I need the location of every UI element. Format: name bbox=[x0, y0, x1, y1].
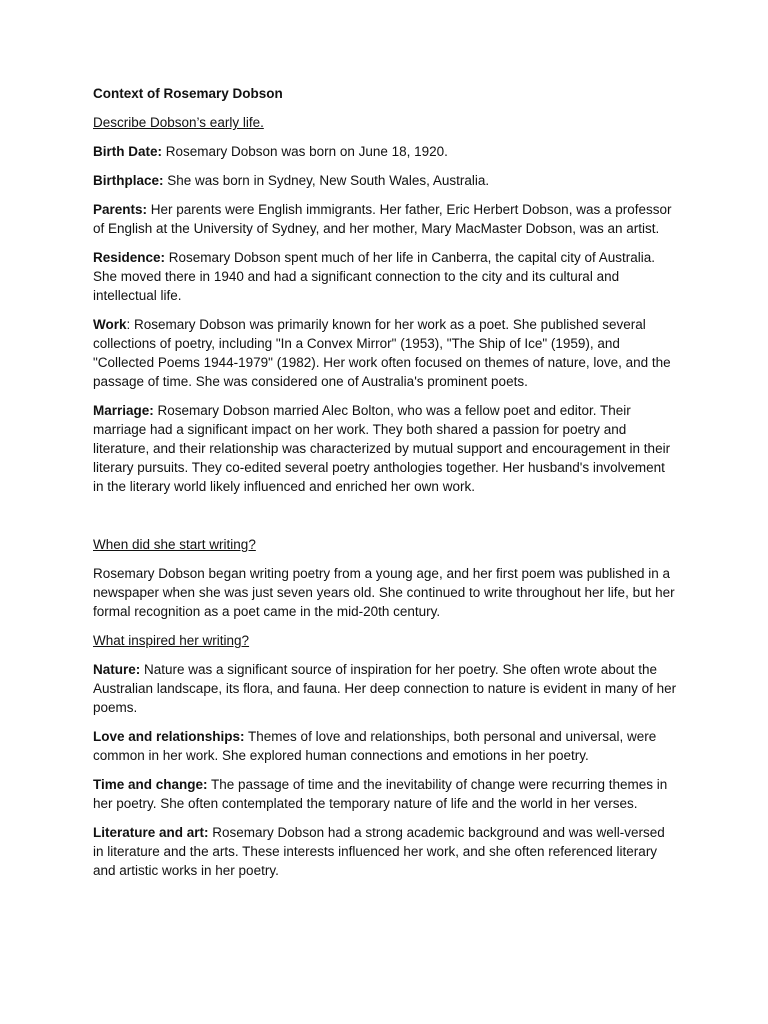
text-birthplace: She was born in Sydney, New South Wales, Australia. bbox=[163, 173, 490, 188]
text-time-change: The passage of time and the inevitability of change were recurring themes in her poetry. She often contemplated the temporary nature of life and the world in her verses. bbox=[93, 777, 668, 811]
paragraph-start-writing: Rosemary Dobson began writing poetry from a young age, and her first poem was published in a newspaper when she was just seven years old. She continued to write throughout her life, but her formal recognition as a poet came in the mid-20th century. bbox=[93, 566, 675, 619]
document-title: Context of Rosemary Dobson bbox=[93, 86, 283, 101]
text-parents: Her parents were English immigrants. Her father, Eric Herbert Dobson, was a professor of English at the University of Sydney, and her mother, Mary MacMaster Dobson, was an artist. bbox=[93, 202, 672, 236]
text-nature: Nature was a significant source of inspiration for her poetry. She often wrote about the Australian landscape, its flora, and fauna. Her deep connection to nature is evident in many of her poems. bbox=[93, 662, 677, 715]
document-page bbox=[93, 84, 678, 890]
label-time-change: Time and change: bbox=[93, 777, 208, 792]
paragraph-parents bbox=[93, 200, 678, 238]
text-marriage: Rosemary Dobson married Alec Bolton, who was a fellow poet and editor. Their marriage had a significant impact on her work. They both shared a passion for poetry and literature, and their relationship was characterized by mutual support and encouragement in their literary pursuits. They co-edited several poetry anthologies together. Her husband's involvement in the literary world likely influenced and enriched her own work. bbox=[93, 403, 671, 494]
section-heading-start-writing: When did she start writing? bbox=[93, 537, 256, 552]
paragraph-nature bbox=[93, 660, 678, 717]
paragraph-marriage bbox=[93, 401, 678, 496]
paragraph-birthplace bbox=[93, 171, 678, 190]
label-parents: Parents: bbox=[93, 202, 148, 217]
paragraph-literature-art bbox=[93, 823, 678, 880]
label-birth-date: Birth Date: bbox=[93, 144, 163, 159]
blank-line bbox=[93, 506, 678, 535]
section-heading-early-life: Describe Dobson’s early life. bbox=[93, 115, 264, 130]
text-love-relationships: Themes of love and relationships, both personal and universal, were common in her work. She explored human connections and emotions in her poetry. bbox=[93, 729, 657, 763]
label-birthplace: Birthplace: bbox=[93, 173, 164, 188]
text-literature-art: Rosemary Dobson had a strong academic background and was well-versed in literature and the arts. These interests influenced her work, and she often referenced literary and artistic works in her poetry. bbox=[93, 825, 665, 878]
paragraph-love-relationships bbox=[93, 727, 678, 765]
paragraph-time-change bbox=[93, 775, 678, 813]
label-marriage: Marriage: bbox=[93, 403, 154, 418]
label-work: Work bbox=[93, 317, 127, 332]
text-birth-date: Rosemary Dobson was born on June 18, 1920. bbox=[162, 144, 448, 159]
label-love-relationships: Love and relationships: bbox=[93, 729, 245, 744]
label-residence: Residence: bbox=[93, 250, 166, 265]
label-nature: Nature: bbox=[93, 662, 141, 677]
label-literature-art: Literature and art: bbox=[93, 825, 209, 840]
text-work: : Rosemary Dobson was primarily known for her work as a poet. She published several collections of poetry, including "In a Convex Mirror" (1953), "The Ship of Ice" (1959), and "Collected Poems 1944-1979" (1982). Her work often focused on themes of nature, love, and the passage of time. She was considered one of Australia's prominent poets. bbox=[93, 317, 671, 389]
paragraph-residence bbox=[93, 248, 678, 305]
paragraph-birth-date bbox=[93, 142, 678, 161]
section-heading-inspiration: What inspired her writing? bbox=[93, 633, 250, 648]
text-residence: Rosemary Dobson spent much of her life in Canberra, the capital city of Australia. She moved there in 1940 and had a significant connection to the city and its cultural and intellectual life. bbox=[93, 250, 656, 303]
paragraph-work bbox=[93, 315, 678, 391]
